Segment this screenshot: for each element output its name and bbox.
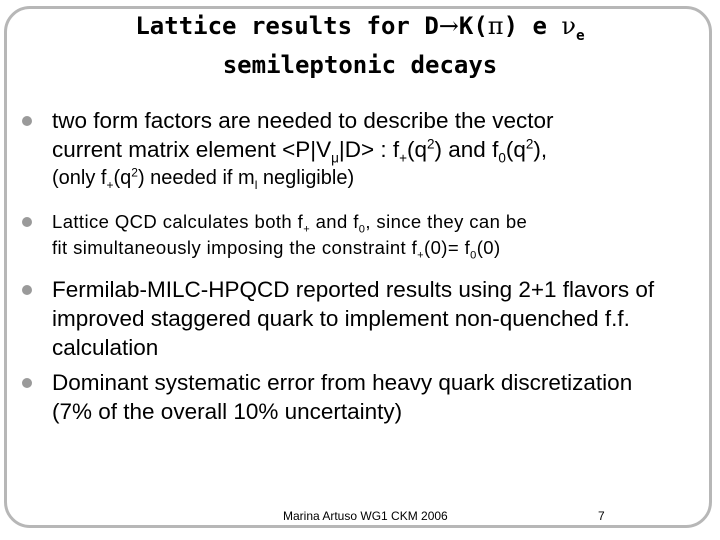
slide-frame <box>4 6 712 528</box>
bullet-marker <box>22 285 32 295</box>
slide-title-line-1: Lattice results for D→K(π) e $\nu_e$ <box>135 12 585 44</box>
page-number: 7 <box>598 509 605 523</box>
bullet-3-text: Fermilab-MILC-HPQCD reported results using 2+1 flavors of improved staggered quark to implement non-quenched f.f. calculation <box>52 277 655 360</box>
footer-author: Marina Artuso WG1 CKM 2006 <box>283 509 448 523</box>
bullet-4-text: Dominant systematic error from heavy quark discretization (7% of the overall 10% uncertainty) <box>52 370 633 424</box>
bullet-2-text: Lattice QCD calculates both $f_+$ and $f_0$, since they can be fit simultaneously imposing the constraint $f_+(0)= f_0(0)$ <box>52 211 528 262</box>
bullet-marker <box>22 217 32 227</box>
bullet-marker <box>22 378 32 388</box>
bullet-marker <box>22 116 32 126</box>
slide-title-line-2: semileptonic decays <box>222 51 498 79</box>
bullet-1-text: two form factors are needed to describe the vector current matrix element $<P|V_\mu|D>$ : $f_+(q^2)$ and $f_0(q^2)$, (only $f_+(q^2)$ needed if $m_l$ negligible) <box>52 108 554 192</box>
